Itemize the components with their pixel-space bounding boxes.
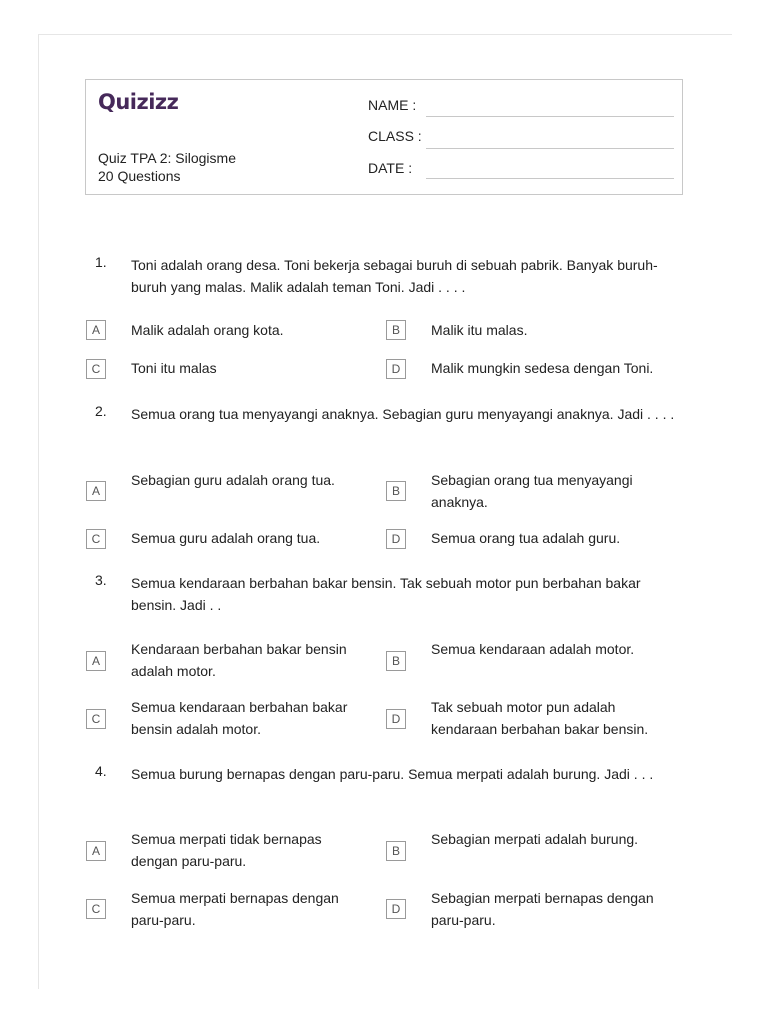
option-text: Semua guru adalah orang tua. — [131, 530, 321, 546]
option-text: Kendaraan berbahan bakar bensin adalah motor. — [131, 641, 347, 679]
question-text: Semua kendaraan berbahan bakar bensin. Tak sebuah motor pun berbahan bakar bensin. Jadi . . — [131, 575, 641, 613]
option-text: Semua merpati bernapas dengan paru-paru. — [131, 890, 339, 928]
option-text: Malik itu malas. — [431, 322, 528, 338]
page-border-top — [38, 34, 732, 35]
option-letter: B — [386, 481, 406, 501]
name-label: NAME : — [368, 97, 417, 113]
option-text: Sebagian orang tua menyayangi anaknya. — [431, 472, 633, 510]
option-letter: A — [86, 841, 106, 861]
page-border-left — [38, 34, 39, 989]
quiz-title: Quiz TPA 2: Silogisme — [98, 150, 236, 166]
option-text: Semua merpati tidak bernapas dengan paru-paru. — [131, 831, 322, 869]
option-text: Sebagian merpati bernapas dengan paru-paru. — [431, 890, 654, 928]
option-letter: D — [386, 359, 406, 379]
question-text: Semua orang tua menyayangi anaknya. Sebagian guru menyayangi anaknya. Jadi . . . . — [131, 406, 675, 422]
question-text: Semua burung bernapas dengan paru-paru. Semua merpati adalah burung. Jadi . . . — [131, 766, 654, 782]
option-letter: D — [386, 529, 406, 549]
option-letter: A — [86, 320, 106, 340]
option-letter: D — [386, 899, 406, 919]
question-text: Toni adalah orang desa. Toni bekerja sebagai buruh di sebuah pabrik. Banyak buruh-buruh yang malas. Malik adalah teman Toni. Jadi . . . . — [131, 257, 658, 295]
option-letter: C — [86, 709, 106, 729]
question-number: 4. — [95, 763, 107, 779]
option-letter: D — [386, 709, 406, 729]
quizizz-logo: Quizizz — [98, 90, 179, 114]
question-number: 2. — [95, 403, 107, 419]
date-label: DATE : — [368, 160, 413, 176]
option-text: Tak sebuah motor pun adalah kendaraan berbahan bakar bensin. — [431, 699, 649, 737]
option-letter: A — [86, 651, 106, 671]
option-letter: B — [386, 841, 406, 861]
option-letter: C — [86, 899, 106, 919]
option-text: Sebagian guru adalah orang tua. — [131, 472, 335, 488]
class-line — [426, 148, 674, 149]
question-number: 1. — [95, 254, 107, 270]
name-line — [426, 116, 674, 117]
class-label: CLASS : — [368, 128, 422, 144]
option-text: Malik adalah orang kota. — [131, 322, 284, 338]
worksheet-header — [85, 79, 683, 195]
option-text: Sebagian merpati adalah burung. — [431, 831, 639, 847]
option-text: Malik mungkin sedesa dengan Toni. — [431, 360, 654, 376]
option-text: Semua kendaraan adalah motor. — [431, 641, 635, 657]
question-number: 3. — [95, 572, 107, 588]
option-letter: C — [86, 359, 106, 379]
option-letter: B — [386, 651, 406, 671]
option-letter: C — [86, 529, 106, 549]
question-count: 20 Questions — [98, 168, 181, 184]
option-text: Semua kendaraan berbahan bakar bensin adalah motor. — [131, 699, 348, 737]
date-line — [426, 178, 674, 179]
option-letter: A — [86, 481, 106, 501]
option-text: Semua orang tua adalah guru. — [431, 530, 621, 546]
option-text: Toni itu malas — [131, 360, 217, 376]
option-letter: B — [386, 320, 406, 340]
